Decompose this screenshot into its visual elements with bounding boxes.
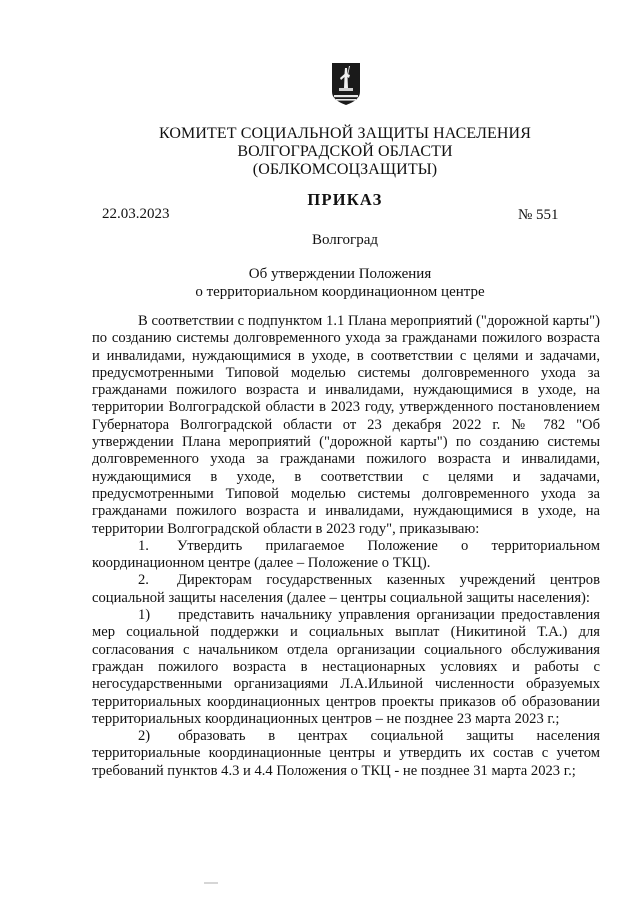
item-number: 1) [138,607,151,624]
sub-list-item [92,728,600,780]
list-item [92,572,600,607]
scan-artifact [204,882,218,884]
org-name-line-3: (ОБЛКОМСОЦЗАЩИТЫ) [252,161,438,178]
org-name-line-1: КОМИТЕТ СОЦИАЛЬНОЙ ЗАЩИТЫ НАСЕЛЕНИЯ [159,125,531,142]
subject-line-2: о территориальном координационном центре [195,284,485,300]
subject-line-1: Об утверждении Положения [248,266,432,282]
item-text: образовать в центрах социальной защиты населения территориальные координационные центры и утвердить их состав с учетом требований пунктов 4.3 и 4.4 Положения о ТКЦ - не позднее 31 марта 2023 г.; [92,728,600,779]
document-body [92,313,600,780]
item-number: 1. [138,537,149,554]
item-number: 2) [138,728,151,745]
order-date: 22.03.2023 [102,206,170,222]
sub-list-item [92,607,600,728]
order-number: № 551 [518,207,559,223]
document-title: ПРИКАЗ [307,190,383,209]
item-number: 2. [138,572,149,589]
preamble-paragraph: В соответствии с подпунктом 1.1 Плана мероприятий ("дорожной карты") по созданию системы долговременного ухода за гражданами пожилого возраста и инвалидами, нуждающимися в уходе, в соответствии с целями и задачами, предусмотренными Типовой моделью системы долговременного ухода за гражданами пожилого возраста и инвалидами, нуждающимися в уходе, на территории Волгоградской области в 2023 году, утвержденного постановлением Губернатора Волгоградской области от 23 декабря 2022 г. № 782 "Об утверждении Плана мероприятий ("дорожной карты") по созданию системы долговременного ухода за гражданами пожилого возраста и инвалидами, нуждающимися в уходе, в соответствии с целями и задачами, предусмотренными Типовой моделью системы долговременного ухода за гражданами пожилого возраста и инвалидами, нуждающимися в уходе, на территории Волгоградской области в 2023 году", приказываю: [92,313,600,537]
item-text: представить начальнику управления организации предоставления мер социальной поддержки и социальных выплат (Никитиной Т.А.) для согласования с начальником отдела организации социального обслуживания граждан пожилого возраста в нестационарных условиях и работы с негосударственными организациями Л.А.Ильиной численности образуемых территориальных координационных центров проекты приказов об образовании территориальных координационных центров – не позднее 23 марта 2023 г.; [92,607,600,727]
order-city: Волгоград [311,232,378,248]
org-name-line-2: ВОЛГОГРАДСКОЙ ОБЛАСТИ [237,143,453,160]
item-text: Утвердить прилагаемое Положение о территориальном координационном центре (далее – Положение о ТКЦ). [92,537,600,572]
volgograd-coat-of-arms-icon [330,62,362,106]
item-text: Директорам государственных казенных учреждений центров социальной защиты населения (далее – центры социальной защиты населения): [92,572,600,606]
list-item [92,538,600,573]
